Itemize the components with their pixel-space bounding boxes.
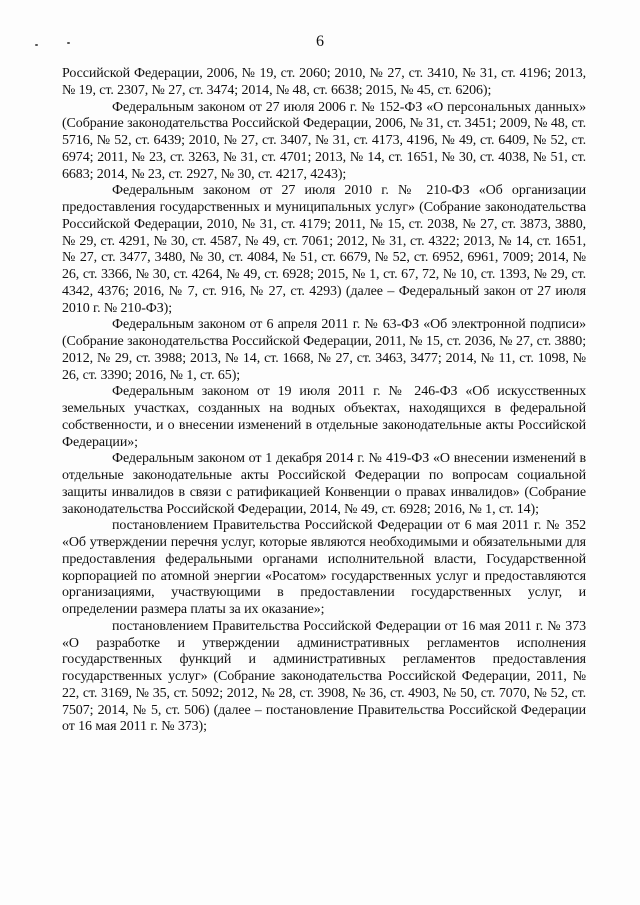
document-body — [62, 66, 586, 736]
paragraph-resolution-373: постановлением Правительства Российской Федерации от 16 мая 2011 г. № 373 «О разработке и утверждении административных регламентов исполнения государственных функций и административных регламентов предоставления государственных услуг» (Собрание законодательства Российской Федерации, 2011, № 22, ст. 3169, № 35, ст. 5092; 2012, № 28, ст. 3908, № 36, ст. 4903, № 50, ст. 7070, № 52, ст. 7507; 2014, № 5, ст. 506) (далее – постановление Правительства Российской Федерации от 16 мая 2011 г. № 373); — [62, 618, 586, 735]
paragraph-law-246: Федеральным законом от 19 июля 2011 г. № 246-ФЗ «Об искусственных земельных участках, созданных на водных объектах, находящихся в федеральной собственности, и о внесении изменений в отдельные законодательные акты Российской Федерации»; — [62, 384, 586, 450]
paragraph-law-63: Федеральным законом от 6 апреля 2011 г. № 63-ФЗ «Об электронной подписи» (Собрание законодательства Российской Федерации, 2011, № 15, ст. 2036, № 27, ст. 3880; 2012, № 29, ст. 3988; 2013, № 14, ст. 1668, № 27, ст. 3463, 3477; 2014, № 11, ст. 1098, № 26, ст. 3390; 2016, № 1, ст. 65); — [62, 317, 586, 383]
paragraph-law-152: Федеральным законом от 27 июля 2006 г. № 152-ФЗ «О персональных данных» (Собрание законодательства Российской Федерации, 2006, № 31, ст. 3451; 2009, № 48, ст. 5716, № 52, ст. 6439; 2010, № 27, ст. 3407, № 31, ст. 4173, 4196, № 49, ст. 6409, № 52, ст. 6974; 2011, № 23, ст. 3263, № 31, ст. 4701; 2013, № 14, ст. 1651, № 30, ст. 4038, № 51, ст. 6683; 2014, № 23, ст. 2927, № 30, ст. 4217, 4243); — [62, 99, 586, 182]
page-number: 6 — [316, 33, 324, 50]
paragraph-continuation: Российской Федерации, 2006, № 19, ст. 2060; 2010, № 27, ст. 3410, № 31, ст. 4196; 2013, № 19, ст. 2307, № 27, ст. 3474; 2014, № 48, ст. 6638; 2015, № 45, ст. 6206); — [62, 66, 586, 98]
paragraph-law-210: Федеральным законом от 27 июля 2010 г. № 210-ФЗ «Об организации предоставления государственных и муниципальных услуг» (Собрание законодательства Российской Федерации, 2010, № 31, ст. 4179; 2011, № 15, ст. 2038, № 27, ст. 3873, 3880, № 29, ст. 4291, № 30, ст. 4587, № 49, ст. 7061; 2012, № 31, ст. 4322; 2013, № 14, ст. 1651, № 27, ст. 3477, 3480, № 30, ст. 4084, № 51, ст. 6679, № 52, ст. 6952, 6961, 7009; 2014, № 26, ст. 3366, № 30, ст. 4264, № 49, ст. 6928; 2015, № 1, ст. 67, 72, № 10, ст. 1393, № 29, ст. 4342, 4376; 2016, № 7, ст. 916, № 27, ст. 4293) (далее – Федеральный закон от 27 июля 2010 г. № 210-ФЗ); — [62, 183, 586, 316]
paragraph-resolution-352: постановлением Правительства Российской Федерации от 6 мая 2011 г. № 352 «Об утверждении перечня услуг, которые являются необходимыми и обязательными для предоставления федеральными органами исполнительной власти, Государственной корпорацией по атомной энергии «Росатом» государственных услуг и предоставляются организациями, участвующими в предоставлении государственных услуг, и определении размера платы за их оказание»; — [62, 518, 586, 617]
paragraph-law-419: Федеральным законом от 1 декабря 2014 г. № 419-ФЗ «О внесении изменений в отдельные законодательные акты Российской Федерации по вопросам социальной защиты инвалидов в связи с ратификацией Конвенции о правах инвалидов» (Собрание законодательства Российской Федерации, 2014, № 49, ст. 6928; 2016, № 1, ст. 14); — [62, 451, 586, 517]
